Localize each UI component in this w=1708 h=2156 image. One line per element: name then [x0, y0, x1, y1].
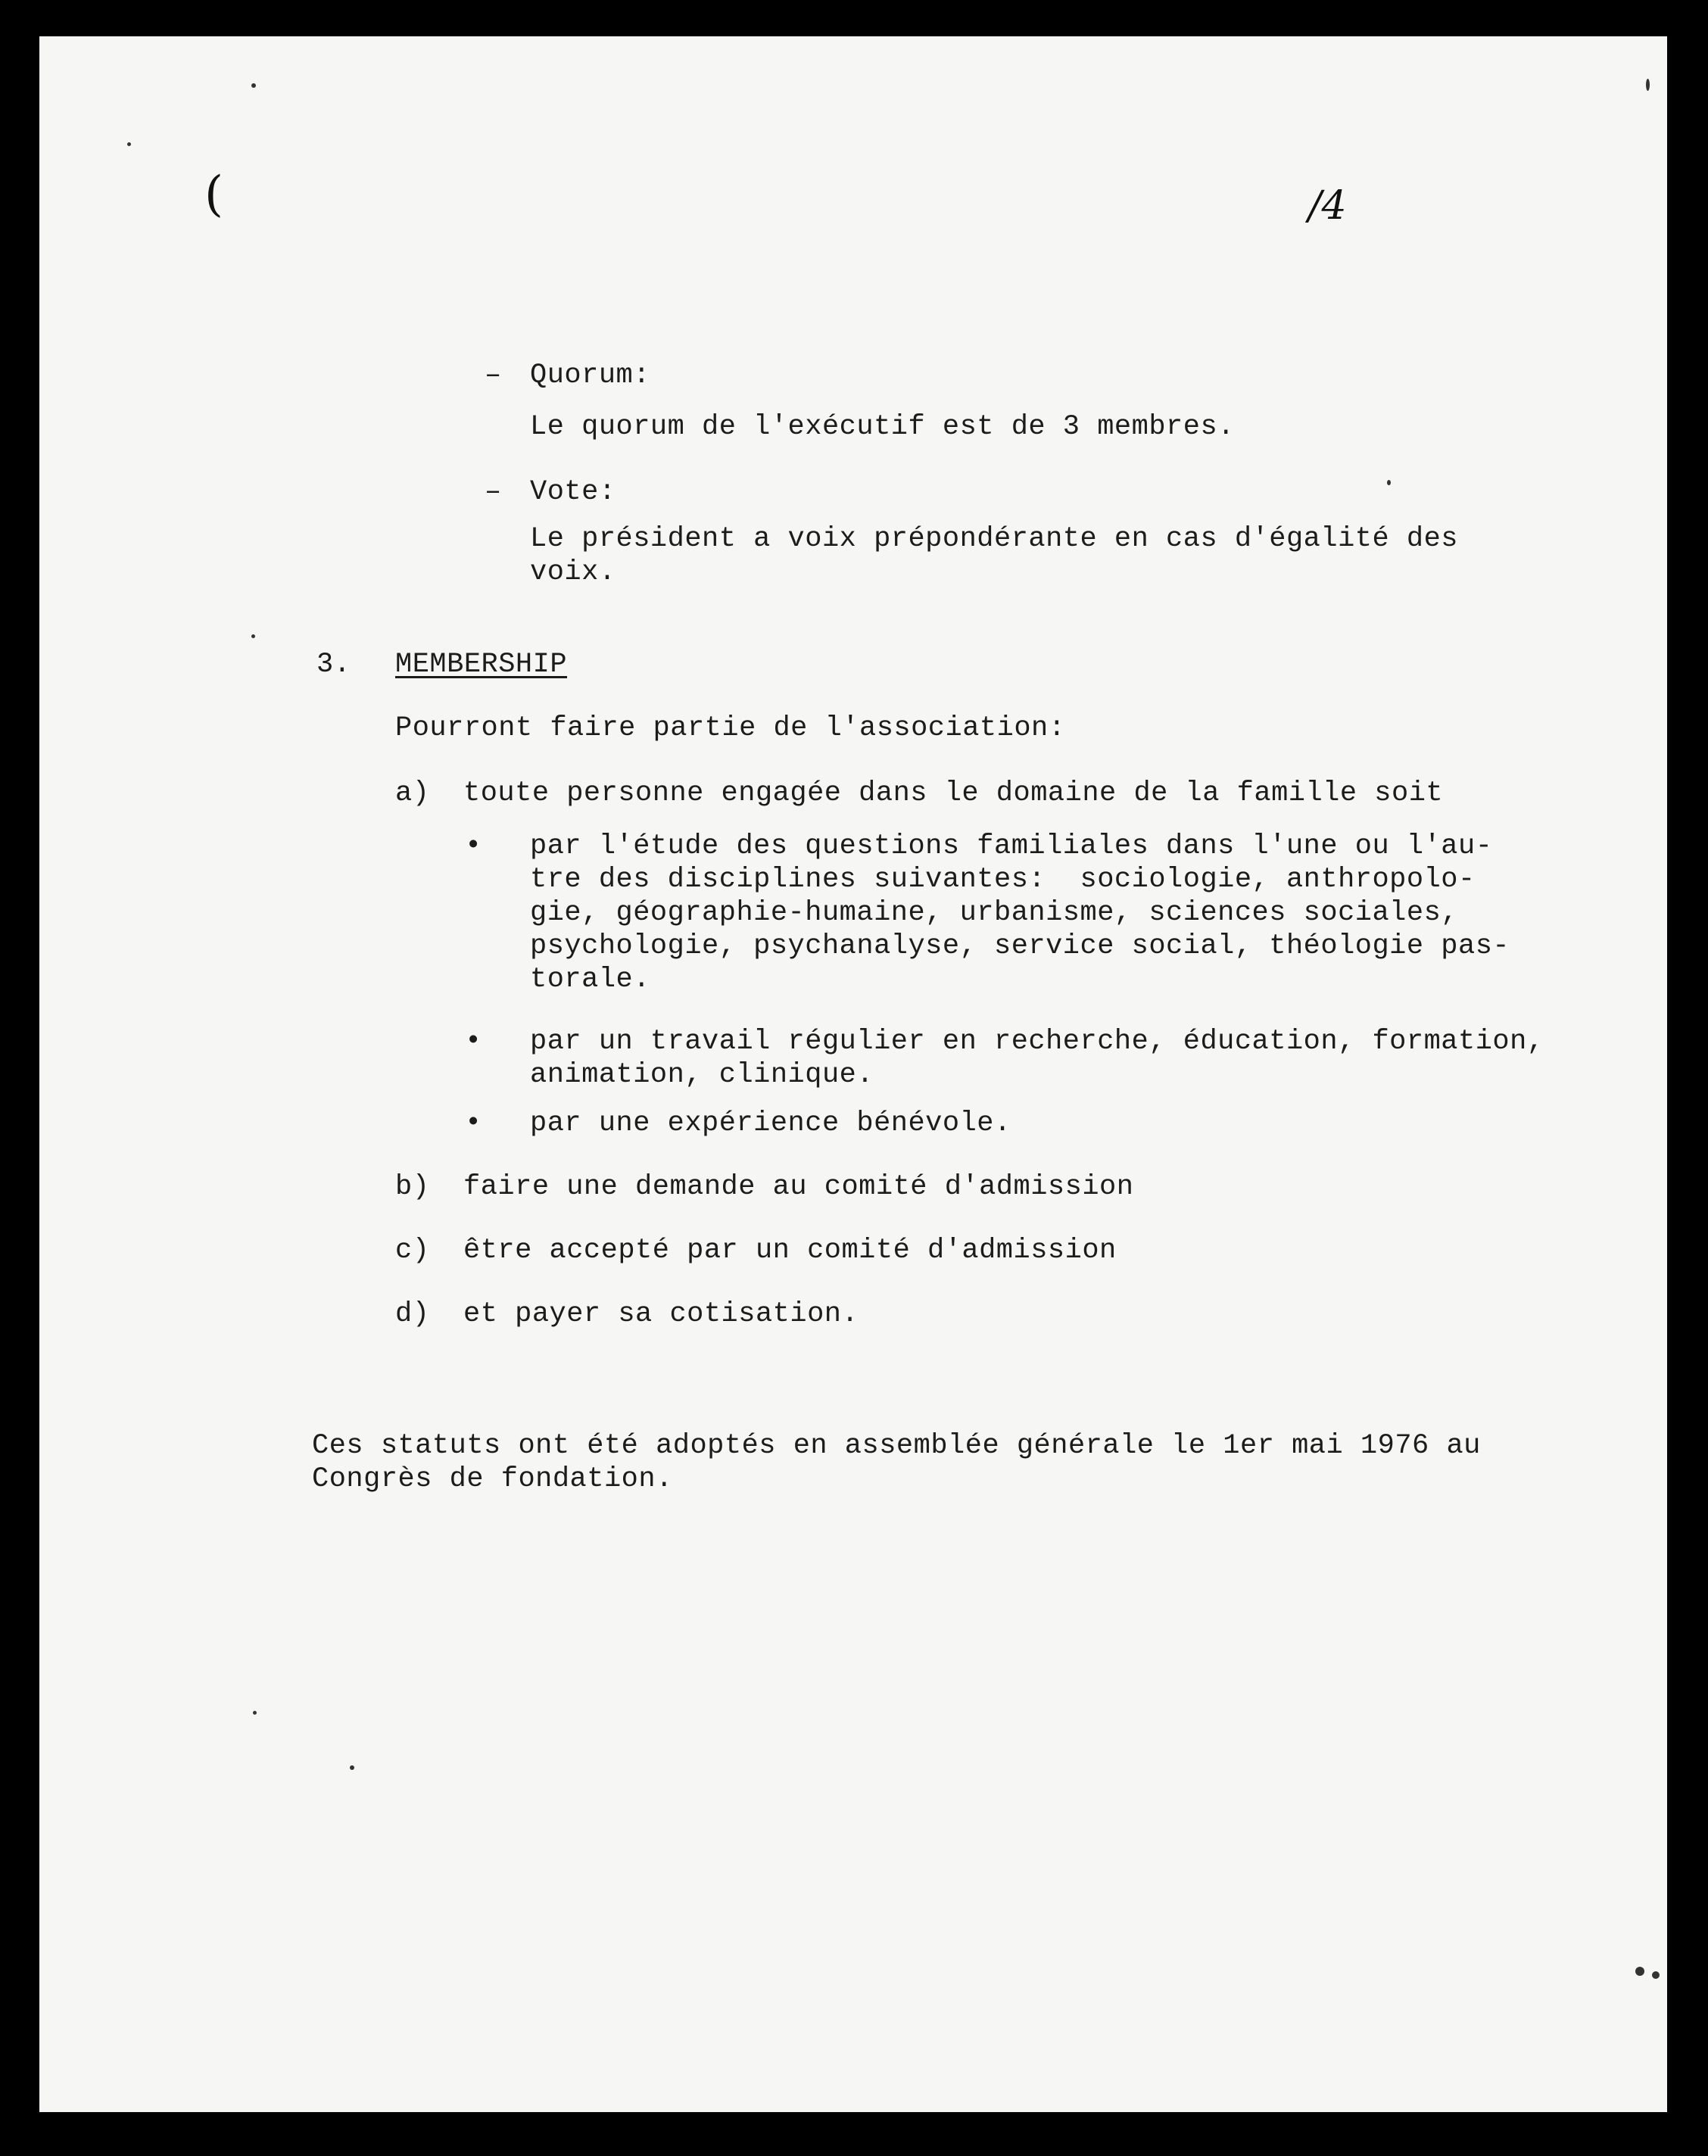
scan-speck — [253, 1711, 257, 1715]
page-number: /4 — [1308, 183, 1347, 229]
handwritten-paren: ( — [204, 167, 223, 223]
scan-speck — [1387, 480, 1391, 485]
sub2-bullet: • — [465, 1026, 482, 1058]
quorum-label: Quorum: — [530, 360, 650, 391]
item-d-text: et payer sa cotisation. — [463, 1298, 859, 1330]
sub1-line1: par l'étude des questions familiales dans l'une ou l'au- — [530, 830, 1493, 862]
vote-label: Vote: — [530, 476, 616, 508]
footer-line1: Ces statuts ont été adoptés en assemblée générale le 1er mai 1976 au — [312, 1430, 1481, 1462]
vote-dash: – — [485, 476, 502, 508]
scan-speck — [251, 634, 255, 638]
section3-number: 3. — [316, 649, 351, 681]
sub3-bullet: • — [465, 1108, 482, 1139]
sub3-line1: par une expérience bénévole. — [530, 1108, 1011, 1139]
sub2-line1: par un travail régulier en recherche, éducation, formation, — [530, 1026, 1544, 1058]
sub1-line4: psychologie, psychanalyse, service social, théologie pas- — [530, 930, 1510, 962]
quorum-text: Le quorum de l'exécutif est de 3 membres. — [530, 411, 1235, 443]
item-c-marker: c) — [395, 1235, 430, 1266]
vote-text-line1: Le président a voix prépondérante en cas d'égalité des — [530, 523, 1458, 555]
scan-speck — [1635, 1967, 1644, 1976]
quorum-dash: – — [485, 360, 502, 391]
footer-line2: Congrès de fondation. — [312, 1463, 673, 1495]
item-a-text: toute personne engagée dans le domaine de la famille soit — [463, 777, 1444, 809]
scan-speck — [251, 83, 256, 88]
item-b-text: faire une demande au comité d'admission — [463, 1171, 1134, 1203]
document-page — [39, 36, 1667, 2112]
scan-speck — [1646, 79, 1650, 91]
vote-text-line2: voix. — [530, 556, 616, 588]
sub2-line2: animation, clinique. — [530, 1059, 874, 1091]
scan-speck — [350, 1765, 354, 1770]
item-c-text: être accepté par un comité d'admission — [463, 1235, 1117, 1266]
sub1-line3: gie, géographie-humaine, urbanisme, sciences sociales, — [530, 897, 1458, 929]
scan-speck — [127, 142, 131, 146]
section3-intro: Pourront faire partie de l'association: — [395, 712, 1066, 744]
sub1-bullet: • — [465, 830, 482, 862]
item-d-marker: d) — [395, 1298, 430, 1330]
item-a-marker: a) — [395, 777, 430, 809]
section3-title: MEMBERSHIP — [395, 649, 568, 681]
sub1-line5: torale. — [530, 964, 650, 995]
sub1-line2: tre des disciplines suivantes: sociologie, anthropolo- — [530, 864, 1476, 896]
item-b-marker: b) — [395, 1171, 430, 1203]
scan-speck — [1652, 1971, 1660, 1979]
